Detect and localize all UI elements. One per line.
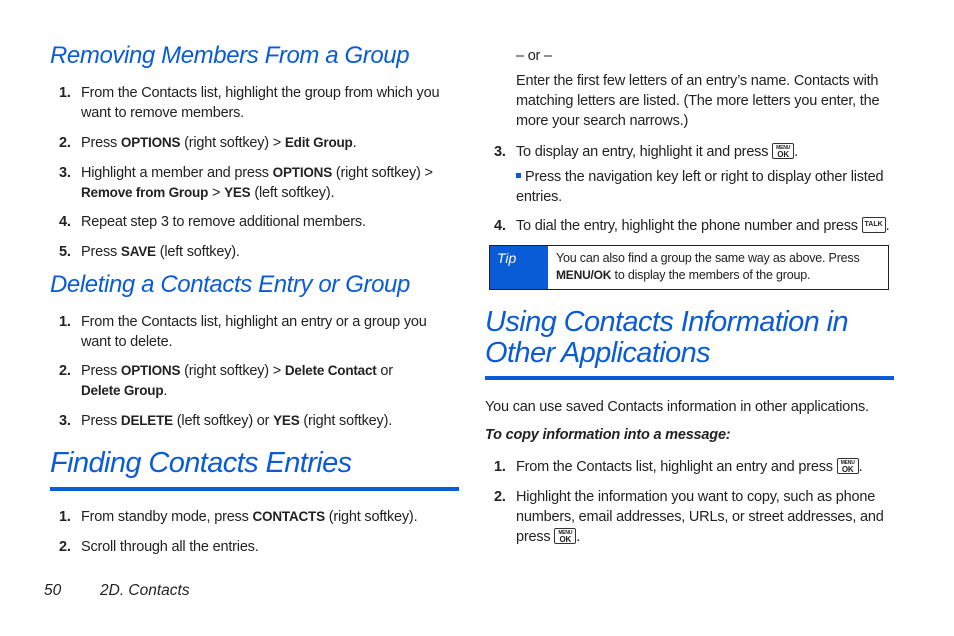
section-rule — [50, 487, 459, 491]
heading-removing-members: Removing Members From a Group — [50, 42, 410, 69]
heading-finding-entries: Finding Contacts Entries — [50, 447, 352, 479]
section-rule — [485, 376, 894, 380]
tip-label: Tip — [490, 246, 548, 289]
removing-step-2: 2. Press OPTIONS (right softkey) > Edit Group. — [59, 135, 357, 151]
bullet-square-icon — [516, 173, 521, 178]
navigation-bullet: Press the navigation key left or right to display other listed entries. — [516, 169, 884, 205]
right-step-3: 3. To display an entry, highlight it and press MENU OK . — [494, 144, 798, 160]
deleting-step-1: 1. From the Contacts list, highlight an entry or a group you want to delete. — [59, 314, 427, 350]
deleting-step-3: 3. Press DELETE (left softkey) or YES (right softkey). — [59, 413, 393, 429]
menu-ok-key-icon: MENU OK — [837, 458, 859, 474]
copy-subheading: To copy information into a message: — [485, 427, 731, 443]
removing-step-5: 5. Press SAVE (left softkey). — [59, 244, 240, 260]
using-step-1: 1. From the Contacts list, highlight an entry and press MENU OK . — [494, 459, 863, 475]
menu-ok-key-icon: MENU OK — [554, 528, 576, 544]
removing-step-4: 4. Repeat step 3 to remove additional members. — [59, 214, 366, 230]
heading-deleting-entry: Deleting a Contacts Entry or Group — [50, 271, 410, 298]
tip-box — [489, 245, 889, 290]
finding-step-1: 1. From standby mode, press CONTACTS (right softkey). — [59, 509, 418, 525]
removing-step-3: 3. Highlight a member and press OPTIONS (right softkey) > Remove from Group > YES (left softkey). — [59, 165, 433, 201]
using-intro: You can use saved Contacts information in other applications. — [485, 399, 869, 415]
right-step-4: 4. To dial the entry, highlight the phone number and press TALK . — [494, 218, 890, 234]
deleting-step-2: 2. Press OPTIONS (right softkey) > Delete Contact or Delete Group. — [59, 363, 393, 399]
page-number: 50 — [44, 582, 62, 599]
finding-step-2: 2. Scroll through all the entries. — [59, 539, 259, 555]
removing-step-1: 1. From the Contacts list, highlight the group from which you want to remove members. — [59, 85, 440, 121]
using-step-2: 2. Highlight the information you want to copy, such as phone numbers, email addresses, URLs, or street addresses, and press MENU OK . — [494, 489, 884, 545]
tip-text: You can also find a group the same way as above. Press MENU/OK to display the members of the group. — [556, 251, 860, 282]
heading-using-contacts: Using Contacts Information in Other Applications — [485, 306, 848, 369]
talk-key-icon: TALK — [862, 217, 886, 233]
or-separator: – or – — [516, 48, 552, 64]
menu-ok-key-icon: MENU OK — [772, 143, 794, 159]
footer-section: 2D. Contacts — [100, 582, 190, 599]
enter-letters-paragraph: Enter the first few letters of an entry’s name. Contacts with matching letters are listed. (The more letters you enter, the more your search narrows.) — [516, 73, 880, 129]
